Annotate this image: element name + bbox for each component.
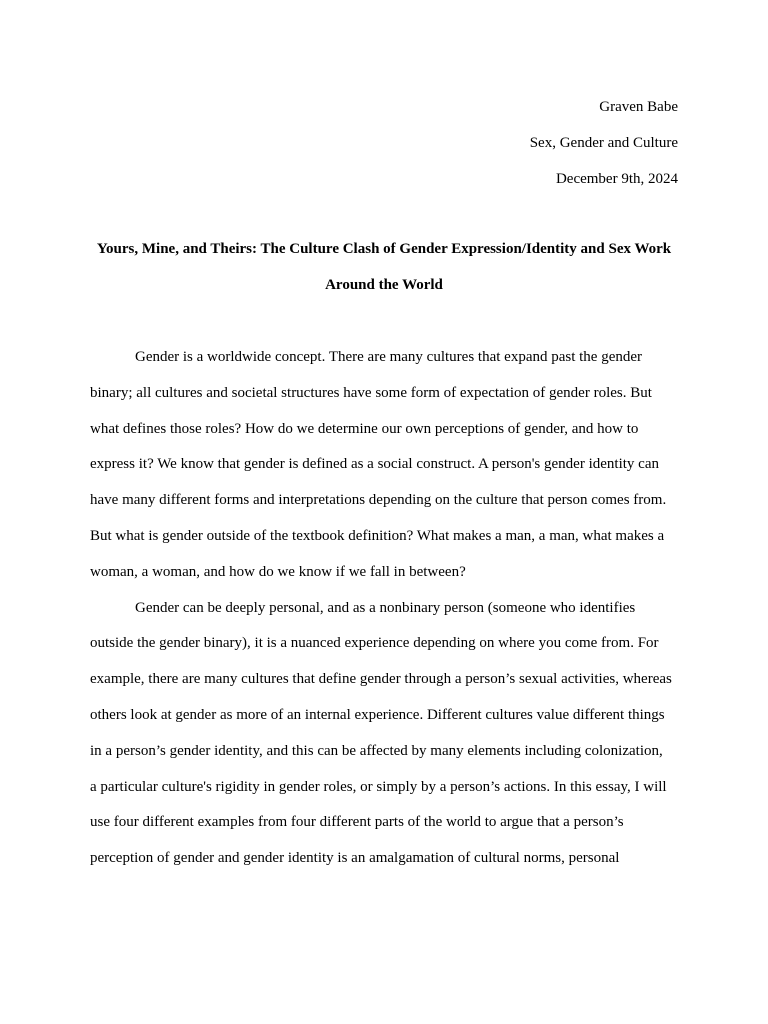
essay-title xyxy=(84,232,684,304)
title-line: Yours, Mine, and Theirs: The Culture Clash of Gender Expression/Identity and Sex Work xyxy=(96,241,672,257)
paragraph-2 xyxy=(90,591,690,877)
body-line: a particular culture's rigidity in gender roles, or simply by a person’s actions. In this essay, I will xyxy=(90,778,667,795)
title-line: Around the World xyxy=(325,276,443,293)
body-line: others look at gender as more of an internal experience. Different cultures value different things xyxy=(90,706,665,723)
course-name: Sex, Gender and Culture xyxy=(529,134,678,151)
essay-body xyxy=(90,340,690,877)
body-line: Gender is a worldwide concept. There are many cultures that expand past the gender xyxy=(135,349,643,365)
body-line: outside the gender binary), it is a nuanced experience depending on where you come from. For xyxy=(90,635,659,652)
document-date: December 9th, 2024 xyxy=(555,170,678,187)
body-line: express it? We know that gender is defined as a social construct. A person's gender identity can xyxy=(90,456,659,473)
body-line: what defines those roles? How do we determine our own perceptions of gender, and how to xyxy=(90,420,639,437)
body-line: binary; all cultures and societal structures have some form of expectation of gender roles. But xyxy=(90,384,652,401)
author-name: Graven Babe xyxy=(599,99,678,115)
body-line: Gender can be deeply personal, and as a nonbinary person (someone who identifies xyxy=(135,599,636,616)
body-line: example, there are many cultures that define gender through a person’s sexual activities, whereas xyxy=(90,671,672,688)
body-line: have many different forms and interpretations depending on the culture that person comes from. xyxy=(90,492,667,509)
body-line: perception of gender and gender identity is an amalgamation of cultural norms, personal xyxy=(90,850,620,867)
body-line: But what is gender outside of the textbook definition? What makes a man, a man, what makes a xyxy=(90,527,665,544)
header-block xyxy=(530,90,678,197)
paragraph-1 xyxy=(90,340,690,591)
body-line: in a person’s gender identity, and this can be affected by many elements including colonization, xyxy=(90,742,663,759)
body-line: use four different examples from four different parts of the world to argue that a person’s xyxy=(90,814,624,831)
body-line: woman, a woman, and how do we know if we fall in between? xyxy=(90,563,466,580)
